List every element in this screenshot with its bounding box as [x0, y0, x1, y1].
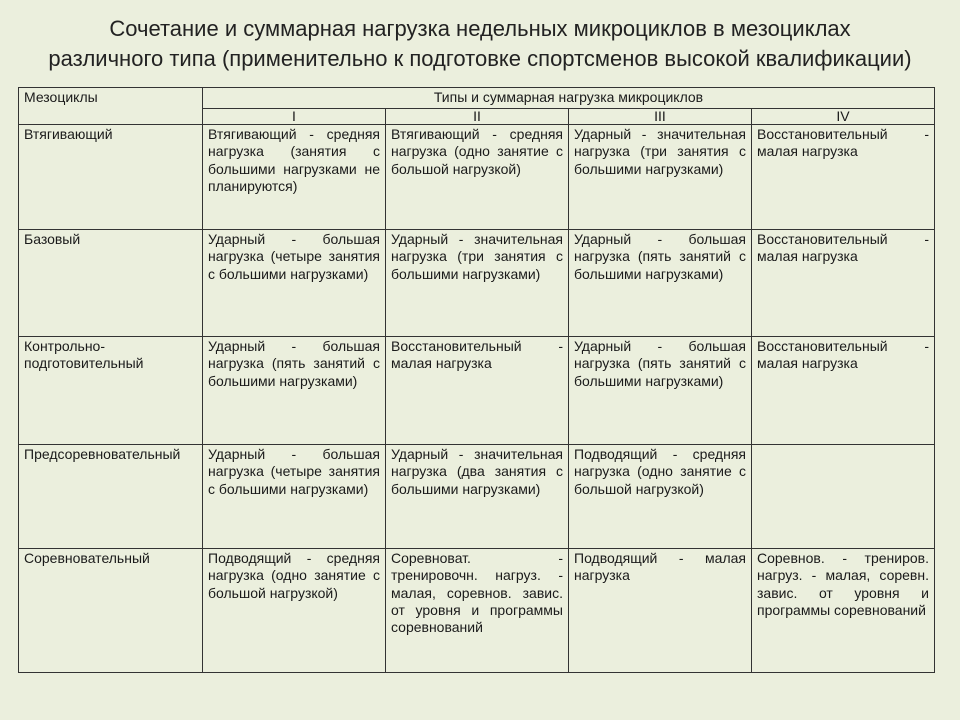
table-cell: Ударный - большая нагрузка (четыре занятия с большими нагрузками)	[203, 230, 386, 337]
header-type-3: III	[569, 109, 752, 125]
title-line-1: Сочетание и суммарная нагрузка недельных микроциклов в мезоциклах	[109, 16, 851, 41]
mesocycle-cell: Предсоревновательный	[19, 445, 203, 549]
table-cell: Восстановительный - малая нагрузка	[752, 230, 935, 337]
header-row	[19, 88, 935, 109]
table-cell: Ударный - значительная нагрузка (три занятия с большими нагрузками)	[386, 230, 569, 337]
table-row	[19, 337, 935, 445]
table-cell: Ударный - большая нагрузка (пять занятий с большими нагрузками)	[203, 337, 386, 445]
table-row	[19, 549, 935, 673]
table-cell: Ударный - большая нагрузка (пять занятий с большими нагрузками)	[569, 337, 752, 445]
mesocycle-cell: Базовый	[19, 230, 203, 337]
table-cell: Ударный - значительная нагрузка (два занятия с большими нагрузками)	[386, 445, 569, 549]
header-type-4: IV	[752, 109, 935, 125]
table-cell	[752, 445, 935, 549]
mesocycle-cell: Втягивающий	[19, 125, 203, 230]
table-row	[19, 445, 935, 549]
table-cell: Соревнов. - трениров. нагруз. - малая, соревн. завис. от уровня и программы соревнований	[752, 549, 935, 673]
table-cell: Соревноват. - тренировочн. нагруз. - малая, соревнов. завис. от уровня и программы соревнований	[386, 549, 569, 673]
header-type-2: II	[386, 109, 569, 125]
mesocycle-cell: Контрольно-подготовительный	[19, 337, 203, 445]
mesocycle-cell: Соревновательный	[19, 549, 203, 673]
table-cell: Подводящий - малая нагрузка	[569, 549, 752, 673]
table-cell: Подводящий - средняя нагрузка (одно занятие с большой нагрузкой)	[203, 549, 386, 673]
title-line-2: различного типа (применительно к подготовке спортсменов высокой квалификации)	[48, 46, 912, 71]
table-cell: Ударный - большая нагрузка (четыре занятия с большими нагрузками)	[203, 445, 386, 549]
table-row	[19, 125, 935, 230]
table-cell: Восстановительный - малая нагрузка	[752, 337, 935, 445]
table-cell: Восстановительный - малая нагрузка	[386, 337, 569, 445]
table-cell: Ударный - большая нагрузка (пять занятий с большими нагрузками)	[569, 230, 752, 337]
table-cell: Втягивающий - средняя нагрузка (занятия с большими нагрузками не планируются)	[203, 125, 386, 230]
table-cell: Подводящий - средняя нагрузка (одно занятие с большой нагрузкой)	[569, 445, 752, 549]
header-type-1: I	[203, 109, 386, 125]
table-cell: Восстановительный - малая нагрузка	[752, 125, 935, 230]
table-row	[19, 230, 935, 337]
header-microcycle-types: Типы и суммарная нагрузка микроциклов	[203, 88, 935, 109]
table-cell: Ударный - значительная нагрузка (три занятия с большими нагрузками)	[569, 125, 752, 230]
table-cell: Втягивающий - средняя нагрузка (одно занятие с большой нагрузкой)	[386, 125, 569, 230]
microcycle-table	[18, 87, 935, 673]
header-mesocycles: Мезоциклы	[19, 88, 203, 125]
slide-title	[0, 14, 960, 74]
